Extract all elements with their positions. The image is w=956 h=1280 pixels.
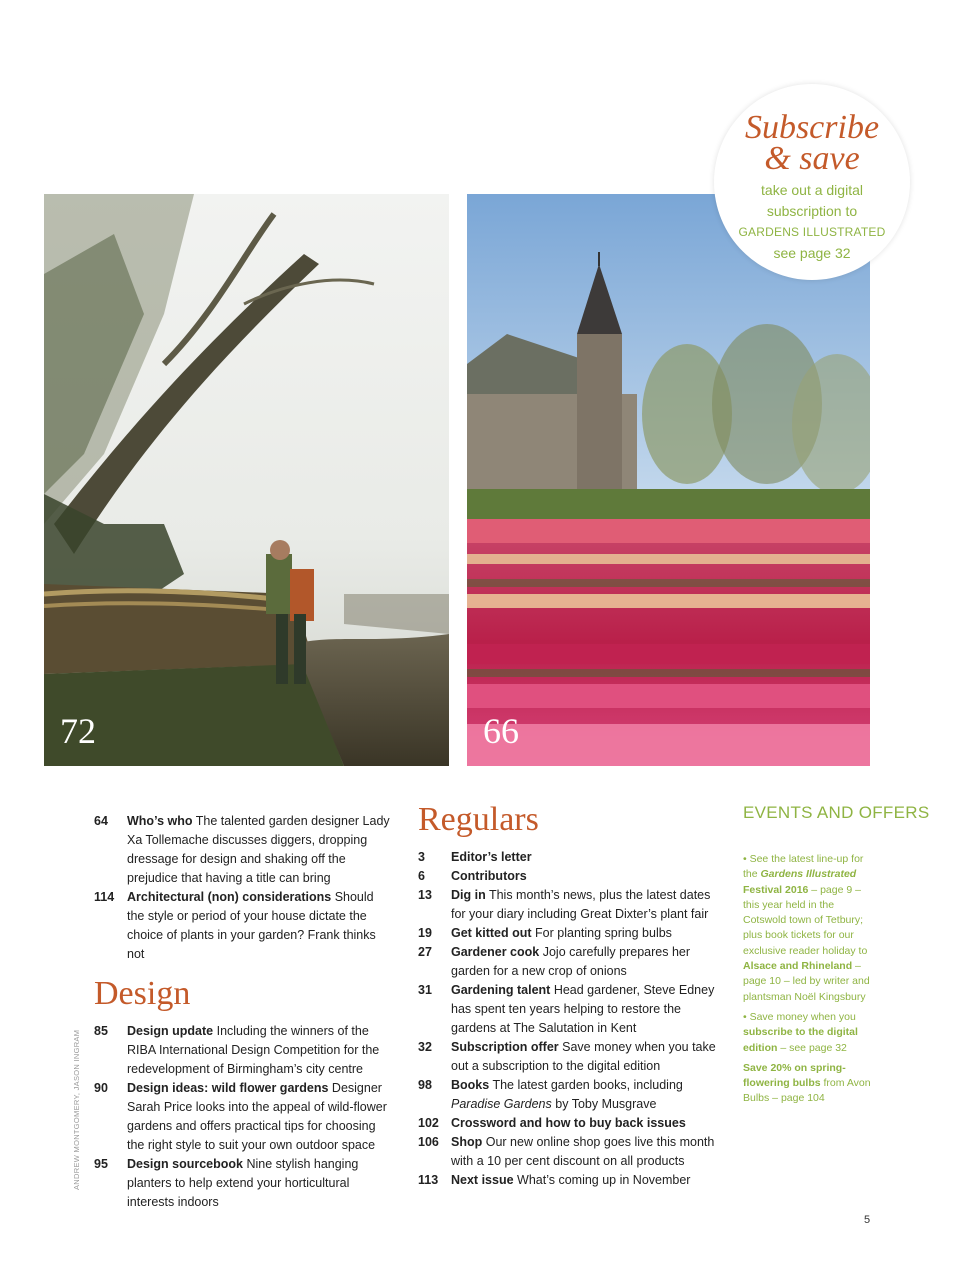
page-number: 5: [864, 1214, 871, 1226]
entry-title: Contributors: [451, 869, 527, 883]
photo-page-number: 72: [60, 711, 96, 751]
contents-entry[interactable]: [418, 848, 718, 867]
subscribe-line: take out a digital: [761, 182, 863, 198]
events-column: [743, 852, 871, 1112]
entry-description: Should the style or period of your house dictate the choice of plants in your garden? Frank thinks not: [127, 890, 376, 961]
entry-page: 90: [94, 1081, 108, 1095]
contents-entry[interactable]: [418, 1076, 718, 1114]
book-title: Paradise Gardens: [451, 1097, 552, 1111]
entry-description: Jojo carefully prepares her garden for a new crop of onions: [451, 945, 691, 978]
contents-entry[interactable]: [418, 1114, 718, 1133]
contents-entry[interactable]: [418, 886, 718, 924]
entry-page: 3: [418, 850, 425, 864]
contents-entry[interactable]: [94, 888, 394, 964]
entry-page: 6: [418, 869, 425, 883]
entry-title: Shop: [451, 1135, 483, 1149]
entry-page: 19: [418, 926, 432, 940]
entry-title: Subscription offer: [451, 1040, 559, 1054]
event-item[interactable]: [743, 1010, 871, 1056]
photo-credit: ANDREW MONTGOMERY, JASON INGRAM: [72, 1029, 81, 1190]
regulars-heading: Regulars: [418, 801, 539, 838]
subscribe-title: Subscribe: [744, 109, 880, 146]
entry-title: Architectural (non) considerations: [127, 890, 332, 904]
entry-title: Who’s who: [127, 814, 193, 828]
contents-entry[interactable]: [94, 812, 394, 888]
entry-page: 98: [418, 1078, 432, 1092]
event-text: from Avon Bulbs – page 104: [743, 1077, 871, 1105]
photo-page-number: 66: [483, 711, 519, 751]
event-text: – see page 32: [777, 1041, 847, 1054]
subscribe-subtitle: & save: [764, 140, 860, 177]
event-highlight: Save 20% on spring-flowering bulbs: [743, 1061, 846, 1090]
entry-page: 32: [418, 1040, 432, 1054]
entry-title: Gardening talent: [451, 983, 551, 997]
event-text: – page 9 – this year held in the Cotswold town of Tetbury; plus book tickets for our exclusive reader holiday to: [743, 883, 868, 957]
event-text: • Save money when you: [743, 1010, 856, 1023]
entry-description: Our new online shop goes live this month with a 10 per cent discount on all products: [451, 1135, 715, 1168]
entry-description: Head gardener, Steve Edney has spent ten years helping to restore the gardens at The Salutation in Kent: [451, 983, 715, 1035]
contents-entry[interactable]: [418, 924, 718, 943]
contents-entry[interactable]: [418, 1133, 718, 1171]
entry-title: Design ideas: wild flower gardens: [127, 1081, 329, 1095]
entry-description: For planting spring bulbs: [535, 926, 672, 940]
contents-entry[interactable]: [418, 981, 718, 1038]
regulars-column: [418, 800, 718, 1190]
entry-page: 102: [418, 1116, 439, 1130]
photo-hedge-laying: [44, 194, 449, 766]
entry-description: What’s coming up in November: [517, 1173, 691, 1187]
entry-title: Editor’s letter: [451, 850, 532, 864]
entry-page: 95: [94, 1157, 108, 1171]
entry-title: Next issue: [451, 1173, 514, 1187]
subscribe-page-ref: see page 32: [773, 245, 851, 261]
entry-title: Books: [451, 1078, 490, 1092]
event-highlight: Gardens Illustrated: [760, 868, 857, 881]
event-item[interactable]: [743, 1061, 871, 1107]
entry-page: 85: [94, 1024, 108, 1038]
entry-description: Including the winners of the RIBA International Design Competition for the redevelopment of Birmingham’s city centre: [127, 1024, 380, 1076]
contents-entry[interactable]: [418, 1038, 718, 1076]
contents-entry[interactable]: [418, 1171, 718, 1190]
entry-title: Crossword and how to buy back issues: [451, 1116, 686, 1130]
entry-page: 64: [94, 814, 108, 828]
entry-title: Dig in: [451, 888, 486, 902]
hedge-laying-photo-icon: [44, 194, 449, 766]
entry-description: Designer Sarah Price looks into the appeal of wild-flower gardens and offers practical tips for choosing the right style to suit your own outdoor space: [127, 1081, 387, 1152]
entry-title: Gardener cook: [451, 945, 540, 959]
entry-description: Nine stylish hanging planters to help extend your horticultural interests indoors: [127, 1157, 359, 1209]
entry-title: Get kitted out: [451, 926, 532, 940]
event-highlight: Alsace and Rhineland: [743, 960, 853, 973]
book-author: by Toby Musgrave: [551, 1097, 657, 1111]
entry-page: 27: [418, 945, 432, 959]
entry-page: 106: [418, 1135, 439, 1149]
entry-description: The talented garden designer Lady Xa Tollemache discusses diggers, dropping dressage for design and shaking off the prejudice that having a title can bring: [127, 814, 390, 885]
contents-entry[interactable]: [94, 1079, 394, 1155]
contents-entry[interactable]: [418, 867, 718, 886]
event-item[interactable]: [743, 852, 871, 1005]
entry-page: 31: [418, 983, 432, 997]
subscribe-badge[interactable]: [714, 84, 910, 280]
contents-entry[interactable]: [94, 1155, 394, 1212]
entry-page: 113: [418, 1173, 439, 1187]
entry-page: 114: [94, 890, 115, 904]
entry-title: Design update: [127, 1024, 214, 1038]
subscribe-line: subscription to: [766, 203, 858, 219]
features-column: [94, 812, 394, 1212]
entry-title: Design sourcebook: [127, 1157, 243, 1171]
subscribe-magazine-name: GARDENS ILLUSTRATED: [738, 225, 886, 239]
entry-description: Save money when you take out a subscription to the digital edition: [451, 1040, 716, 1073]
contents-entry[interactable]: [418, 943, 718, 981]
entry-description: The latest garden books, including: [492, 1078, 683, 1092]
event-highlight: subscribe to the digital edition: [743, 1026, 858, 1054]
event-text: – page 10 – led by writer and plantsman Noël Kingsbury: [743, 960, 870, 1003]
events-heading: EVENTS AND OFFERS: [743, 803, 930, 822]
design-heading: Design: [94, 975, 191, 1012]
entry-description: This month’s news, plus the latest dates for your diary including Great Dixter’s plant fair: [451, 888, 711, 921]
event-highlight: Festival 2016: [743, 883, 809, 896]
event-text: • See the latest line-up for the: [743, 853, 864, 881]
entry-page: 13: [418, 888, 432, 902]
contents-entry[interactable]: [94, 1022, 394, 1079]
